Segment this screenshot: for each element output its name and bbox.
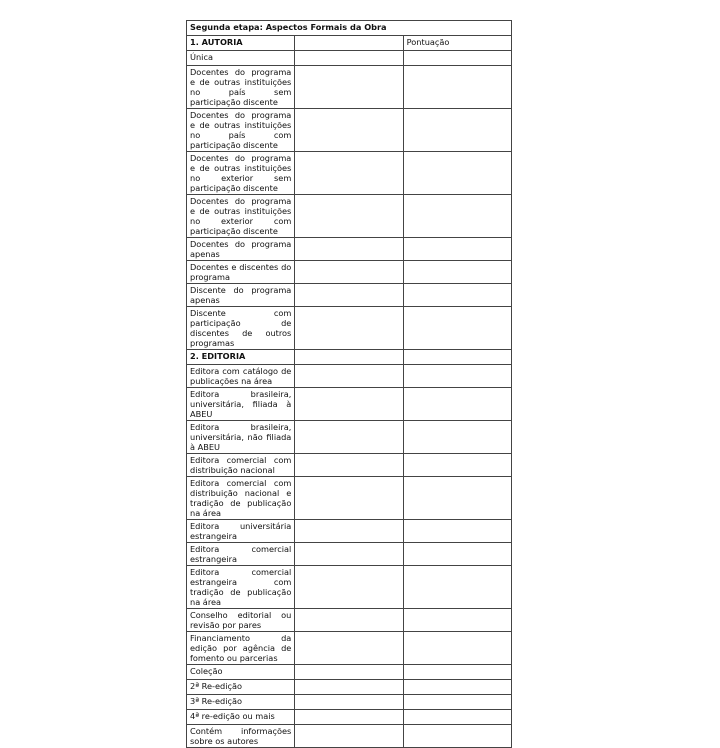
score-cell[interactable] xyxy=(403,365,511,388)
table-row xyxy=(187,109,512,152)
section-header-row xyxy=(187,350,512,365)
table-row xyxy=(187,238,512,261)
score-cell xyxy=(295,36,403,51)
criterion-label: Docentes do programa e de outras instituições no exterior com participação discente xyxy=(187,195,295,238)
check-cell[interactable] xyxy=(295,388,403,421)
criterion-label: Docentes do programa e de outras instituições no país com participação discente xyxy=(187,109,295,152)
check-cell[interactable] xyxy=(295,710,403,725)
score-cell[interactable] xyxy=(403,665,511,680)
criteria-table xyxy=(186,20,512,748)
score-cell[interactable] xyxy=(403,109,511,152)
score-cell[interactable] xyxy=(403,632,511,665)
table-row xyxy=(187,680,512,695)
score-cell[interactable] xyxy=(403,477,511,520)
criterion-label: Editora comercial estrangeira xyxy=(187,543,295,566)
score-cell[interactable] xyxy=(403,421,511,454)
criterion-label: Conselho editorial ou revisão por pares xyxy=(187,609,295,632)
score-cell[interactable] xyxy=(403,680,511,695)
criterion-label: Contém informações sobre os autores xyxy=(187,725,295,748)
table-row xyxy=(187,543,512,566)
score-cell[interactable] xyxy=(403,566,511,609)
table-row xyxy=(187,51,512,66)
section-heading: 1. AUTORIA xyxy=(187,36,295,51)
table-row xyxy=(187,261,512,284)
table-row xyxy=(187,195,512,238)
table-row xyxy=(187,152,512,195)
criterion-label: Docentes do programa e de outras instituições no exterior sem participação discente xyxy=(187,152,295,195)
table-row xyxy=(187,284,512,307)
criterion-label: Editora com catálogo de publicações na área xyxy=(187,365,295,388)
check-cell[interactable] xyxy=(295,632,403,665)
check-cell[interactable] xyxy=(295,566,403,609)
table-row xyxy=(187,609,512,632)
table-row xyxy=(187,710,512,725)
score-cell[interactable] xyxy=(403,51,511,66)
criterion-label: Docentes do programa e de outras instituições no país sem participação discente xyxy=(187,66,295,109)
table-row xyxy=(187,566,512,609)
score-cell[interactable] xyxy=(403,238,511,261)
table-row xyxy=(187,665,512,680)
score-cell[interactable] xyxy=(403,609,511,632)
criterion-label: Financiamento da edição por agência de fomento ou parcerias xyxy=(187,632,295,665)
score-cell[interactable] xyxy=(403,710,511,725)
score-cell[interactable] xyxy=(403,543,511,566)
check-cell[interactable] xyxy=(295,609,403,632)
table-title-row xyxy=(187,21,512,36)
check-cell[interactable] xyxy=(295,365,403,388)
check-cell[interactable] xyxy=(295,307,403,350)
table-row xyxy=(187,695,512,710)
table-row xyxy=(187,388,512,421)
score-cell[interactable] xyxy=(403,454,511,477)
criterion-label: Editora comercial estrangeira com tradição de publicação na área xyxy=(187,566,295,609)
table-row xyxy=(187,454,512,477)
check-cell[interactable] xyxy=(295,195,403,238)
score-cell[interactable] xyxy=(403,152,511,195)
score-cell[interactable] xyxy=(403,66,511,109)
check-cell[interactable] xyxy=(295,66,403,109)
table-row xyxy=(187,365,512,388)
criterion-label: 3ª Re-edição xyxy=(187,695,295,710)
check-cell[interactable] xyxy=(295,109,403,152)
score-cell[interactable] xyxy=(403,284,511,307)
criterion-label: Docentes e discentes do programa xyxy=(187,261,295,284)
criterion-label: Editora comercial com distribuição nacional e tradição de publicação na área xyxy=(187,477,295,520)
score-cell[interactable] xyxy=(403,520,511,543)
section-header-row xyxy=(187,36,512,51)
criterion-label: Editora comercial com distribuição nacional xyxy=(187,454,295,477)
criterion-label: Coleção xyxy=(187,665,295,680)
score-cell[interactable] xyxy=(403,195,511,238)
score-cell xyxy=(403,350,511,365)
table-row xyxy=(187,725,512,748)
section-heading: 2. EDITORIA xyxy=(187,350,295,365)
criterion-label: 2ª Re-edição xyxy=(187,680,295,695)
check-cell[interactable] xyxy=(295,665,403,680)
check-cell[interactable] xyxy=(295,51,403,66)
table-row xyxy=(187,477,512,520)
check-cell[interactable] xyxy=(295,477,403,520)
criterion-label: 4ª re-edição ou mais xyxy=(187,710,295,725)
check-cell[interactable] xyxy=(295,695,403,710)
criterion-label: Editora brasileira, universitária, não filiada à ABEU xyxy=(187,421,295,454)
evaluation-form xyxy=(186,20,512,748)
criterion-label: Docentes do programa apenas xyxy=(187,238,295,261)
table-row xyxy=(187,632,512,665)
check-cell[interactable] xyxy=(295,261,403,284)
criterion-label: Discente do programa apenas xyxy=(187,284,295,307)
table-row xyxy=(187,520,512,543)
check-cell[interactable] xyxy=(295,421,403,454)
criterion-label: Editora universitária estrangeira xyxy=(187,520,295,543)
check-cell[interactable] xyxy=(295,238,403,261)
table-row xyxy=(187,66,512,109)
score-cell[interactable] xyxy=(403,725,511,748)
check-cell[interactable] xyxy=(295,284,403,307)
table-title: Segunda etapa: Aspectos Formais da Obra xyxy=(187,21,512,36)
score-cell[interactable] xyxy=(403,388,511,421)
score-cell[interactable] xyxy=(403,695,511,710)
check-cell[interactable] xyxy=(295,520,403,543)
criterion-label: Única xyxy=(187,51,295,66)
criterion-label: Editora brasileira, universitária, filiada à ABEU xyxy=(187,388,295,421)
check-cell[interactable] xyxy=(295,680,403,695)
score-cell[interactable] xyxy=(403,261,511,284)
table-row xyxy=(187,307,512,350)
check-cell[interactable] xyxy=(295,543,403,566)
score-cell[interactable] xyxy=(403,307,511,350)
check-cell[interactable] xyxy=(295,152,403,195)
score-cell xyxy=(295,350,403,365)
score-header: Pontuação xyxy=(403,36,511,51)
check-cell[interactable] xyxy=(295,454,403,477)
check-cell[interactable] xyxy=(295,725,403,748)
criterion-label: Discente com participação de discentes de outros programas xyxy=(187,307,295,350)
table-row xyxy=(187,421,512,454)
